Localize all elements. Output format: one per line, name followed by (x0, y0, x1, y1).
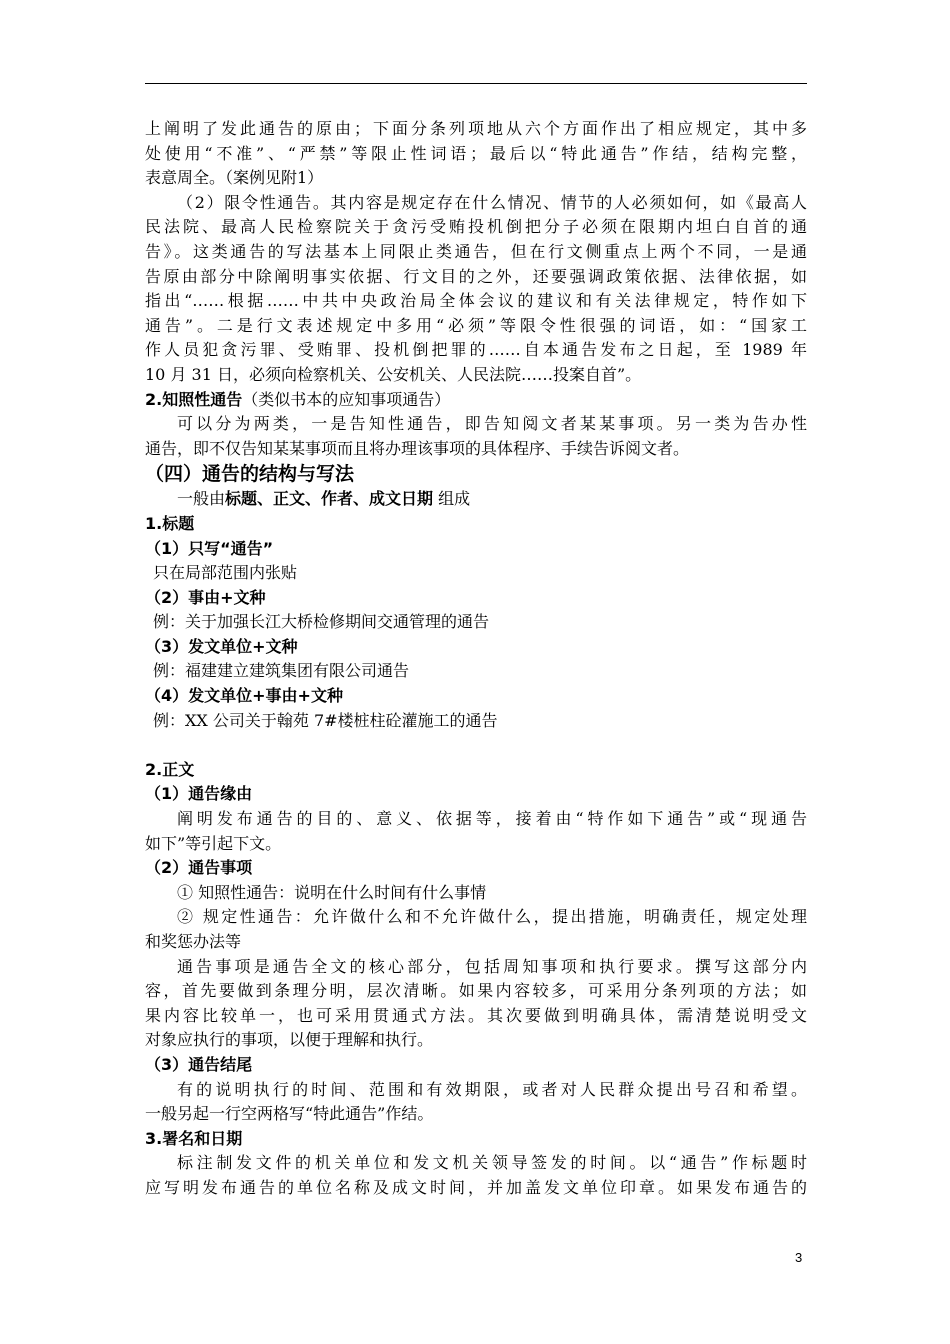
page-body (145, 117, 807, 1201)
subsection-heading: （2）通告事项 (145, 858, 253, 878)
text-line: 指出“……根据……中共中央政治局全体会议的建议和有关法律规定，特作如下 (145, 291, 807, 311)
text-line: 阐明发布通告的目的、意义、依据等，接着由“特作如下通告”或“现通告 (177, 809, 807, 829)
section-heading: 1.标题 (145, 513, 195, 533)
text-span: 组成 (433, 489, 471, 509)
page-number: 3 (795, 1250, 803, 1265)
text-line: 如下”等引起下文。 (145, 833, 282, 853)
section-heading: 3.署名和日期 (145, 1128, 243, 1148)
text-line (145, 487, 807, 512)
text-span: 一般由 (177, 489, 226, 509)
section-heading-line (145, 388, 807, 413)
text-line: 果内容比较单一，也可采用贯通式方法。其次要做到明确具体，需清楚说明受文 (145, 1005, 807, 1025)
text-line: 例：XX 公司关于翰苑 7#楼桩柱砼灌施工的通告 (153, 710, 498, 730)
text-line: 10 月 31 日，必须向检察机关、公安机关、人民法院……投案自首”。 (145, 364, 642, 384)
text-line: 作人员犯贪污罪、受贿罪、投机倒把罪的……自本通告发布之日起，至 1989 年 (145, 340, 807, 360)
text-line: ② 规定性通告：允许做什么和不允许做什么，提出措施，明确责任，规定处理 (177, 907, 807, 927)
subsection-heading: （1）只写“通告” (145, 538, 274, 558)
text-line: 和奖惩办法等 (145, 932, 242, 951)
text-line: 对象应执行的事项，以便于理解和执行。 (145, 1030, 434, 1050)
text-line: 例：福建建立建筑集团有限公司通告 (153, 661, 410, 681)
text-line: 容，首先要做到条理分明，层次清晰。如果内容较多，可采用分条列项的方法；如 (145, 981, 807, 1001)
section-heading: 2.知照性通告 (145, 389, 243, 409)
subsection-heading: （4）发文单位+事由+文种 (145, 686, 343, 706)
blank-line (145, 733, 807, 758)
text-line: 通告，即不仅告知某某事项而且将办理该事项的具体程序、手续告诉阅文者。 (145, 438, 690, 458)
section-heading: 2.正文 (145, 759, 195, 779)
text-line: 可以分为两类，一是告知性通告，即告知阅文者某某事项。另一类为告办性 (177, 414, 807, 434)
text-line: 告原由部分中除阐明事实依据、行文目的之外，还要强调政策依据、法律依据，如 (145, 266, 807, 286)
text-line: ① 知照性通告：说明在什么时间有什么事情 (177, 882, 487, 902)
chapter-heading: （四）通告的结构与写法 (145, 463, 355, 486)
bold-span: 标题、正文、作者、成文日期 (225, 489, 434, 509)
text-line: 处使用“不准”、“严禁”等限止性词语；最后以“特此通告”作结，结构完整， (145, 143, 807, 163)
text-line: 通告”。二是行文表述规定中多用“必须”等限令性很强的词语，如：“国家工 (145, 315, 807, 335)
text-line: 通告事项是通告全文的核心部分，包括周知事项和执行要求。撰写这部分内 (177, 956, 807, 976)
text-line: 标注制发文件的机关单位和发文机关领导签发的时间。以“通告”作标题时 (177, 1153, 807, 1173)
text-line: 民法院、最高人民检察院关于贪污受贿投机倒把分子必须在限期内坦白自首的通 (145, 217, 807, 237)
text-line: 告》。这类通告的写法基本上同限止类通告，但在行文侧重点上两个不同，一是通 (145, 241, 807, 261)
text-line: 例：关于加强长江大桥检修期间交通管理的通告 (153, 612, 490, 632)
subsection-heading: （2）事由+文种 (145, 587, 266, 607)
subsection-heading: （3）通告结尾 (145, 1054, 253, 1074)
text-line: 上阐明了发此通告的原由；下面分条列项地从六个方面作出了相应规定，其中多 (145, 119, 807, 138)
text-line: 有的说明执行的时间、范围和有效期限，或者对人民群众提出号召和希望。 (177, 1079, 807, 1099)
text-line: 表意周全。（案例见附1） (145, 168, 324, 188)
text-line: 应写明发布通告的单位名称及成文时间，并加盖发文单位印章。如果发布通告的 (145, 1177, 807, 1197)
text-line: （2）限令性通告。其内容是规定存在什么情况、情节的人必须如何，如《最高人 (177, 192, 807, 212)
section-heading-note: （类似书本的应知事项通告） (242, 389, 451, 409)
header-rule (145, 83, 807, 84)
text-line: 只在局部范围内张贴 (153, 563, 298, 583)
text-line: 一般另起一行空两格写“特此通告”作结。 (145, 1104, 434, 1124)
subsection-heading: （3）发文单位+文种 (145, 636, 298, 656)
subsection-heading: （1）通告缘由 (145, 784, 253, 804)
